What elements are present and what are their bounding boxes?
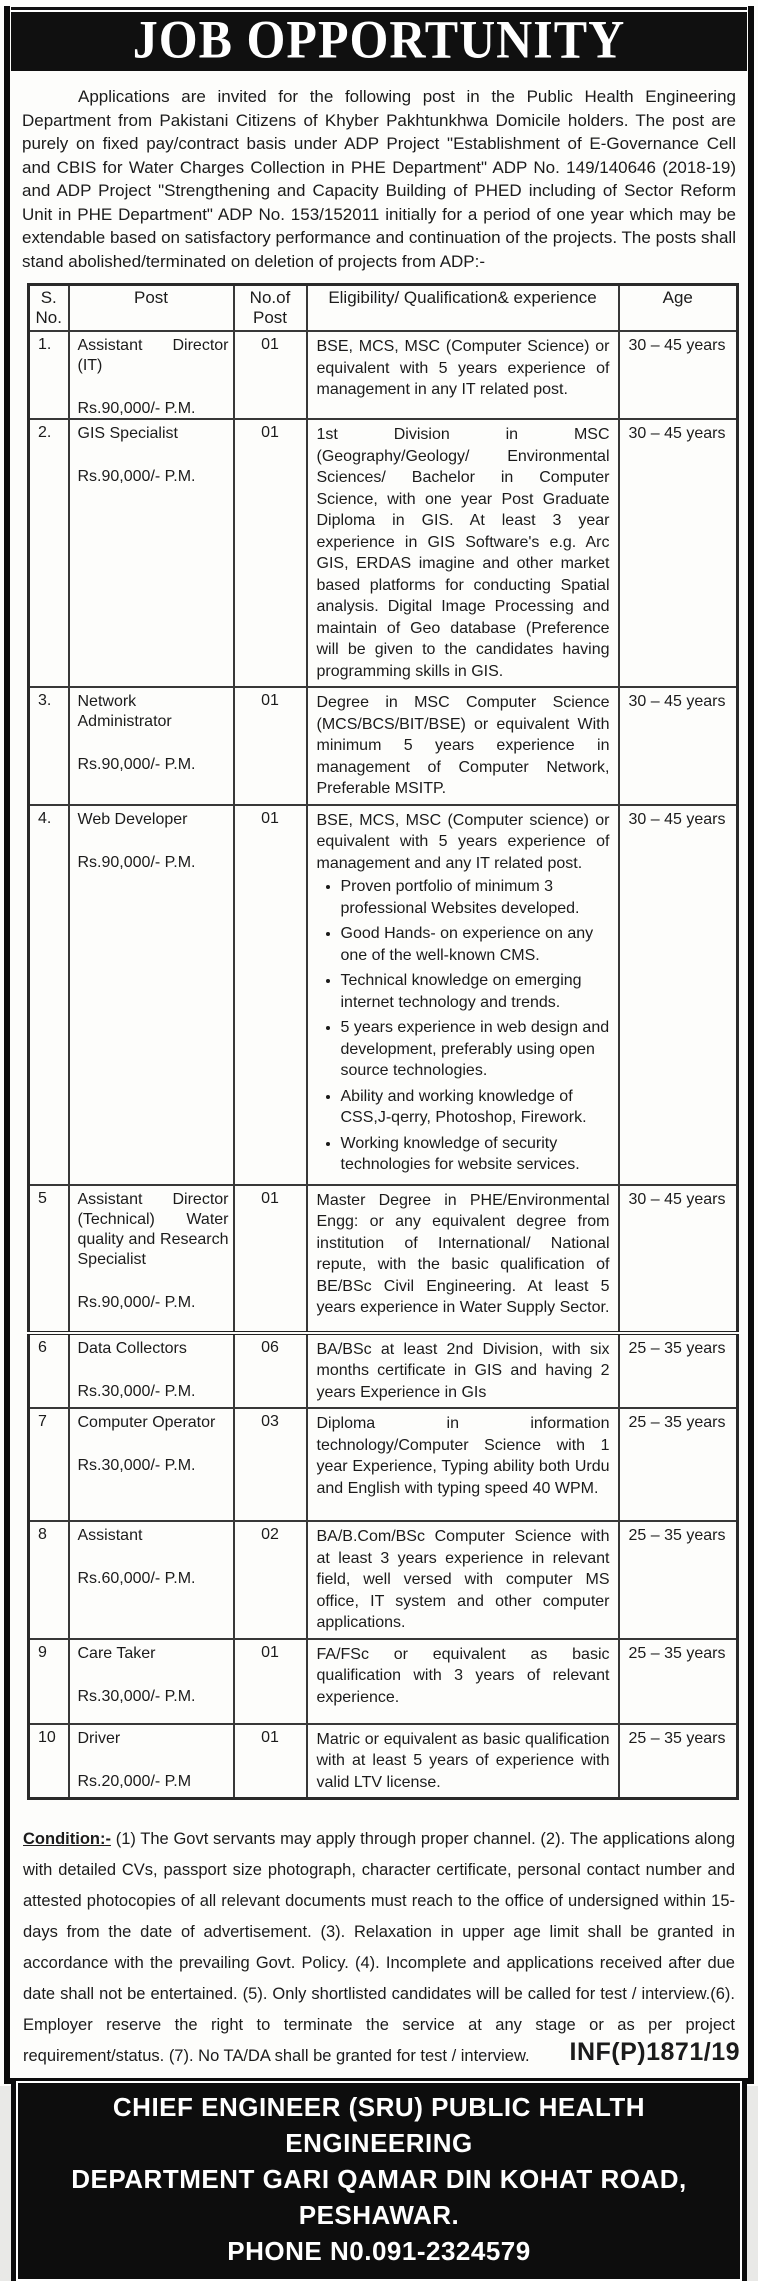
post-title: Assistant Director (Technical) Water quality and Research Specialist xyxy=(77,1190,229,1268)
table-header-row xyxy=(29,285,738,332)
qualification-bullet: • 5 years experience in web design and development, preferably using open source technologies. xyxy=(341,1017,610,1082)
post-title: Data Collectors xyxy=(77,1339,187,1357)
table-row xyxy=(29,805,738,1185)
cell-post xyxy=(69,1333,234,1409)
cell-no-of-post: 06 xyxy=(234,1333,307,1409)
qualification-text: BA/B.Com/BSc Computer Science with at least 3 years experience in relevant field, well versed with computer MS office, IT system and other computer applications. xyxy=(316,1528,610,1631)
post-salary: Rs.90,000/- P.M. xyxy=(77,1293,196,1311)
cell-no-of-post: 01 xyxy=(234,805,307,1185)
cell-serial-number: 8 xyxy=(29,1521,69,1639)
post-title: Care Taker xyxy=(77,1644,156,1662)
qualification-text: Matric or equivalent as basic qualification with at least 5 years of experience with valid LTV license. xyxy=(316,1730,610,1791)
qualification-text: BSE, MCS, MSC (Computer science) or equivalent with 5 years experience of management and any IT related post. xyxy=(316,811,610,872)
cell-post xyxy=(69,419,234,687)
col-header-age: Age xyxy=(619,285,738,332)
cell-age: 25 – 35 years xyxy=(619,1724,738,1799)
table-row xyxy=(29,1639,738,1724)
post-salary: Rs.90,000/- P.M. xyxy=(77,468,196,485)
post-title: Assistant xyxy=(77,1527,143,1544)
cell-serial-number: 5 xyxy=(29,1185,69,1333)
title-bar xyxy=(11,7,747,71)
cell-serial-number: 4. xyxy=(29,805,69,1185)
footer-line-phone: PHONE N0.091-2324579 xyxy=(227,2236,531,2266)
posts-table-body xyxy=(29,331,738,1799)
cell-qualification xyxy=(307,805,619,1185)
footer-box xyxy=(11,2081,747,2281)
footer-line-department: CHIEF ENGINEER (SRU) PUBLIC HEALTH ENGINEERING xyxy=(112,2092,646,2158)
cell-age: 25 – 35 years xyxy=(619,1521,738,1639)
table-row xyxy=(29,331,738,419)
conditions-paragraph xyxy=(23,1824,735,2072)
col-header-no-of-post: No.of Post xyxy=(234,285,307,332)
cell-serial-number: 7 xyxy=(29,1408,69,1521)
col-header-sno: S. No. xyxy=(29,285,69,332)
post-title: Web Developer xyxy=(77,810,188,828)
cell-post xyxy=(69,1185,234,1333)
conditions-label: Condition:- xyxy=(23,1830,111,1848)
cell-serial-number: 9 xyxy=(29,1639,69,1724)
cell-no-of-post: 01 xyxy=(234,419,307,687)
advert-ref-number: INF(P)1871/19 xyxy=(569,2038,740,2066)
qualification-bullets xyxy=(317,876,610,1176)
col-header-eligibility: Eligibility/ Qualification& experience xyxy=(307,285,619,332)
cell-qualification xyxy=(307,1521,619,1639)
cell-no-of-post: 02 xyxy=(234,1521,307,1639)
qualification-text: Diploma in information technology/Computer Science with 1 year Experience, Typing ability both Urdu and English with typing speed 40 WPM. xyxy=(316,1415,610,1497)
cell-qualification xyxy=(307,419,619,687)
cell-post xyxy=(69,1724,234,1799)
cell-qualification xyxy=(307,1185,619,1333)
qualification-bullet: • Proven portfolio of minimum 3 professional Websites developed. xyxy=(341,876,610,919)
cell-no-of-post: 01 xyxy=(234,1185,307,1333)
cell-post xyxy=(69,687,234,805)
cell-age: 25 – 35 years xyxy=(619,1333,738,1409)
cell-age: 25 – 35 years xyxy=(619,1639,738,1724)
cell-serial-number: 1. xyxy=(29,331,69,419)
cell-age: 30 – 45 years xyxy=(619,805,738,1185)
cell-qualification xyxy=(307,687,619,805)
cell-post xyxy=(69,805,234,1185)
qualification-text: Master Degree in PHE/Environmental Engg: or any equivalent degree from institution of International/ National repute, with the basic qualification of BE/BSc Civil Engineering. At least 5 years experience in Water Supply Sector. xyxy=(316,1191,610,1316)
cell-qualification xyxy=(307,1408,619,1521)
col-header-post: Post xyxy=(69,285,234,332)
post-title: Assistant Director (IT) xyxy=(77,337,229,374)
post-salary: Rs.30,000/- P.M. xyxy=(77,1687,196,1705)
post-title: Driver xyxy=(77,1729,121,1747)
post-salary: Rs.90,000/- P.M. xyxy=(77,400,196,417)
qualification-text: FA/FSc or equivalent as basic qualification with 3 years of relevant experience. xyxy=(316,1645,610,1706)
cell-no-of-post: 01 xyxy=(234,687,307,805)
cell-no-of-post: 01 xyxy=(234,1724,307,1799)
cell-qualification xyxy=(307,331,619,419)
cell-age: 30 – 45 years xyxy=(619,331,738,419)
cell-qualification xyxy=(307,1724,619,1799)
qualification-text: 1st Division in MSC (Geography/Geology/ Environmental Sciences/ Bachelor in Computer Science, with one year Post Graduate Diploma in GIS. At least 3 year experience in GIS Software's e.g. Arc GIS, ERDAS imagine and other market based platforms for conducting Spatial analysis. Digital Image Processing and maintain of Geo database (Preference will be given to the candidates having programming skills in GIS. xyxy=(316,426,610,680)
qualification-bullet: • Good Hands- on experience on any one of the well-known CMS. xyxy=(341,923,610,966)
footer-line-address: DEPARTMENT GARI QAMAR DIN KOHAT ROAD, PESHAWAR. xyxy=(71,2164,687,2230)
table-row xyxy=(29,687,738,805)
post-salary: Rs.60,000/- P.M. xyxy=(77,1570,196,1587)
qualification-bullet: • Technical knowledge on emerging internet technology and trends. xyxy=(341,970,610,1013)
post-title: GIS Specialist xyxy=(77,425,178,442)
cell-qualification xyxy=(307,1639,619,1724)
cell-serial-number: 10 xyxy=(29,1724,69,1799)
qualification-text: Degree in MSC Computer Science (MCS/BCS/BIT/BSE) or equivalent With minimum 5 years experience in management of Computer Network, Preferable MSITP. xyxy=(316,694,610,797)
footer-inner-border xyxy=(16,2081,742,2281)
post-salary: Rs.20,000/- P.M xyxy=(77,1772,192,1790)
cell-age: 30 – 45 years xyxy=(619,687,738,805)
post-title: Computer Operator xyxy=(77,1414,216,1431)
table-row xyxy=(29,1521,738,1639)
intro-paragraph: Applications are invited for the following post in the Public Health Engineering Department from Pakistani Citizens of Khyber Pakhtunkhwa Domicile holders. The post are purely on fixed pay/contract basis under ADP Project "Establishment of E-Governance Cell and CBIS for Water Charges Collection in PHE Department" ADP No. 149/140646 (2018-19) and ADP Project "Strengthening and Capacity Building of PHED including of Sector Reform Unit in PHE Department" ADP No. 153/152011 initially for a period of one year which may be extendable based on satisfactory performance and continuation of the projects. The posts shall stand abolished/terminated on deletion of projects from ADP:- xyxy=(22,87,736,271)
cell-serial-number: 2. xyxy=(29,419,69,687)
cell-no-of-post: 01 xyxy=(234,1639,307,1724)
table-row xyxy=(29,1724,738,1799)
cell-qualification xyxy=(307,1333,619,1409)
cell-age: 30 – 45 years xyxy=(619,1185,738,1333)
cell-post xyxy=(69,1639,234,1724)
cell-post xyxy=(69,1408,234,1521)
cell-post xyxy=(69,1521,234,1639)
cell-no-of-post: 01 xyxy=(234,331,307,419)
qualification-text: BA/BSc at least 2nd Division, with six months certificate in GIS and having 2 years Experience in GIs xyxy=(316,1340,610,1401)
cell-post xyxy=(69,331,234,419)
table-row xyxy=(29,1185,738,1333)
cell-serial-number: 3. xyxy=(29,687,69,805)
qualification-bullet: • Ability and working knowledge of CSS,J-qerry, Photoshop, Firework. xyxy=(341,1086,610,1129)
cell-serial-number: 6 xyxy=(29,1333,69,1409)
post-salary: Rs.30,000/- P.M. xyxy=(77,1382,196,1400)
post-salary: Rs.30,000/- P.M. xyxy=(77,1457,196,1474)
post-title: Network Administrator xyxy=(77,693,172,730)
qualification-bullet: • Working knowledge of security technologies for website services. xyxy=(341,1133,610,1176)
post-salary: Rs.90,000/- P.M. xyxy=(77,853,196,871)
ad-border-frame xyxy=(4,6,754,2266)
posts-table xyxy=(27,283,739,1800)
qualification-text: BSE, MCS, MSC (Computer Science) or equivalent with 5 years experience of management in any IT related post. xyxy=(316,338,610,398)
cell-age: 25 – 35 years xyxy=(619,1408,738,1521)
page-title: JOB OPPORTUNITY xyxy=(132,8,626,70)
conditions-text: (1) The Govt servants may apply through proper channel. (2). The applications along with detailed CVs, passport size photograph, character certificate, personal contact number and attested photocopies of all relevant documents must reach to the office of undersigned within 15-days from the date of advertisement. (3). Relaxation in upper age limit shall be granted in accordance with the prevailing Govt. Policy. (4). Incomplete and applications received after due date shall not be entertained. (5). Only shortlisted candidates will be called for test / interview.(6). Employer reserve the right to terminate the service at any stage or as per project requirement/status. (7). No TA/DA shall be granted for test / interview. xyxy=(23,1830,735,2065)
cell-age: 30 – 45 years xyxy=(619,419,738,687)
table-row xyxy=(29,1408,738,1521)
post-salary: Rs.90,000/- P.M. xyxy=(77,756,196,773)
table-row xyxy=(29,1333,738,1409)
cell-no-of-post: 03 xyxy=(234,1408,307,1521)
table-row xyxy=(29,419,738,687)
